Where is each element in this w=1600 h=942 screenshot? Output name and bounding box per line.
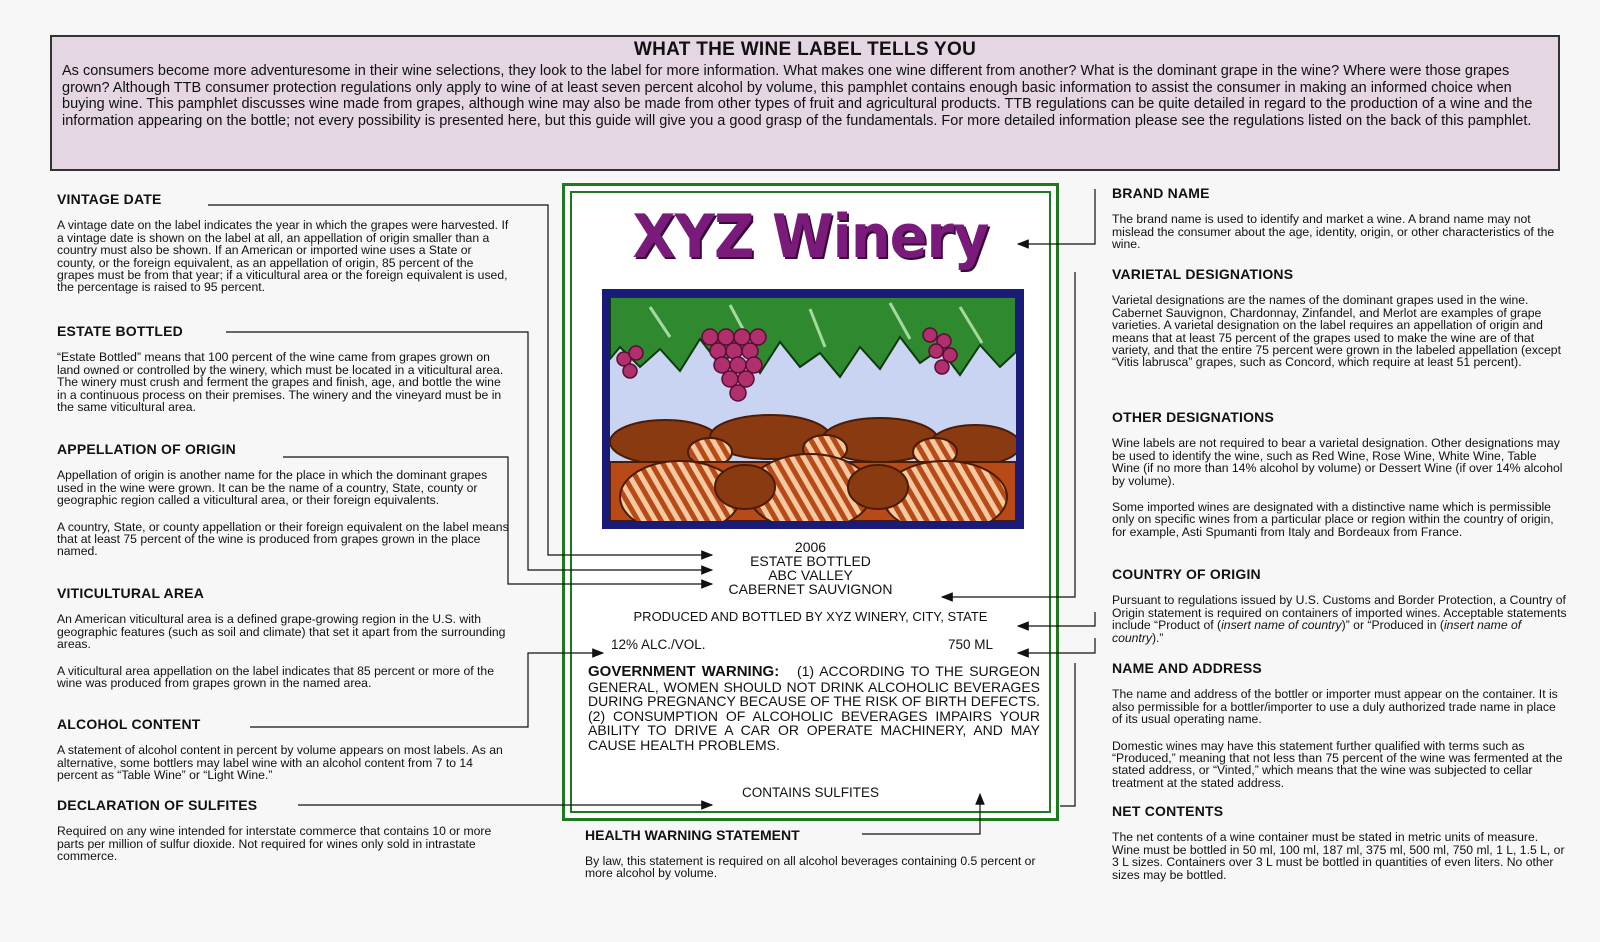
- section-title: HEALTH WARNING STATEMENT: [585, 827, 800, 843]
- section-title: VINTAGE DATE: [57, 191, 162, 207]
- section-text: “Estate Bottled” means that 100 percent of the wine came from grapes grown on land owned or controlled by the winery, which must be located in a viticultural area. The winery must crush and ferment the grapes and finish, age, and bottle the wine in a continuous process on their premises. The winery and the vineyard must be in the same viticultural area.: [57, 350, 504, 415]
- section-title: ESTATE BOTTLED: [57, 323, 183, 339]
- intro-text: As consumers become more adventuresome in their wine selections, they look to the label for more information. What makes one wine different from another? What is the dominant grape in the wine? Where were those grapes grown? Although TTB consumer protection regulations only apply to wine of at least seven percent alcohol by volume, this pamphlet contains enough basic information to assist the consumer in making an informed choice when buying wine. This pamphlet discusses wine made from grapes, although wine may also be made from other types of fruit and agricultural products. TTB regulations can be quite detailed in regard to the production of a wine and the information appearing on the bottle; not every possibility is presented here, but this guide will give you a good grasp of the fundamentals. For more detailed information please see the regulations listed on the back of this pamphlet.: [62, 63, 1533, 129]
- label-estate-bottled: ESTATE BOTTLED: [750, 553, 871, 569]
- section-text: By law, this statement is required on all alcohol beverages containing 0.5 percent or more alcohol by volume.: [585, 853, 1036, 881]
- section-text: Varietal designations are the names of the dominant grapes used in the wine. Cabernet Sauvignon, Chardonnay, Zinfandel, and Merlot are examples of grape varieties. A varietal designation on the label requires an appellation of origin and means that at least 75 percent of the grapes used to make the wine are of that variety, and that the entire 75 percent were grown in the labeled appellation (except “Vitis labrusca” grapes, such as Concord, which require at least 51 percent).: [1112, 293, 1561, 370]
- label-sulfites: CONTAINS SULFITES: [741, 785, 880, 800]
- section-text: An American viticultural area is a defined grape-growing region in the U.S. with geographic features (such as soil and climate) that set it apart from the surrounding areas.: [57, 612, 506, 652]
- label-produced-by: PRODUCED AND BOTTLED BY XYZ WINERY, CITY, STATE: [633, 609, 988, 624]
- section-text: Pursuant to regulations issued by U.S. Customs and Border Protection, a Country of Origin statement is required on containers of imported wines. Acceptable statements include “Product of (insert name of country)” or “Produced in (insert name of country).”: [1112, 593, 1567, 645]
- section-title: DECLARATION OF SULFITES: [57, 797, 258, 813]
- section-title: VITICULTURAL AREA: [57, 585, 205, 601]
- section-text: The name and address of the bottler or importer must appear on the container. It is also permissible for a bottler/importer to use a duly authorized trade name in place of its usual operating name.: [1112, 687, 1558, 727]
- section-text: Required on any wine intended for interstate commerce that contains 10 or more parts per million of sulfur dioxide. Not required for wines only sold in intrastate commerce.: [57, 824, 492, 864]
- label-appellation: ABC VALLEY: [768, 567, 853, 583]
- section-title: OTHER DESIGNATIONS: [1112, 409, 1275, 425]
- section-title: NAME AND ADDRESS: [1112, 660, 1262, 676]
- section-title: COUNTRY OF ORIGIN: [1112, 566, 1261, 582]
- label-varietal: CABERNET SAUVIGNON: [728, 581, 893, 597]
- label-vintage: 2006: [794, 539, 827, 555]
- section-text: The brand name is used to identify and market a wine. A brand name may not mislead the consumer about the age, identity, origin, or other characteristics of the wine.: [1112, 212, 1555, 252]
- section-text: Some imported wines are designated with a distinctive name which is permissible only on specific wines from a particular place or region within the country of origin, for example, Asti Spumanti from Italy and Bordeaux from France.: [1112, 500, 1554, 539]
- section-title: APPELLATION OF ORIGIN: [57, 441, 236, 457]
- brand-name: XYZ Winery: [632, 202, 989, 272]
- section-title: BRAND NAME: [1112, 185, 1210, 201]
- section-text: Domestic wines may have this statement further qualified with terms such as “Produced,” meaning that not less than 75 percent of the wine was fermented at the stated address, or “Vinted,” which means that the wine was subjected to cellar treatment at the stated address.: [1112, 738, 1563, 790]
- section-text: A vintage date on the label indicates the year in which the grapes were harvested. If a vintage date is shown on the label at all, an appellation of origin smaller than a country must also be shown. If an American or imported wine uses a State or county, or the foreign equivalent, as an appellation of origin, 85 percent of the grapes must be from that year; if a viticultural area or the foreign equivalent is used, the percentage is raised to 95 percent.: [57, 218, 509, 295]
- section-text: A viticultural area appellation on the label indicates that 85 percent or more of the wine was produced from grapes grown in the named area.: [57, 663, 494, 691]
- section-text: Wine labels are not required to bear a varietal designation. Other designations may be used to identify the wine, such as Red Wine, Rose Wine, White Wine, Table Wine (if no more than 14% alcohol by volume) or Dessert Wine (if over 14% alcohol by volume).: [1112, 436, 1563, 488]
- section-text: Appellation of origin is another name for the place in which the dominant grapes used in the wine were grown. It can be the name of a country, State, county or geographic region called a viticultural area, or their foreign equivalents.: [57, 468, 488, 508]
- section-text: A statement of alcohol content in percent by volume appears on most labels. As an alternative, some bottlers may label wine with an alcohol content from 7 to 14 percent as “Table Wine” or “Light Wine.”: [57, 743, 503, 783]
- section-title: VARIETAL DESIGNATIONS: [1112, 266, 1294, 282]
- section-title: ALCOHOL CONTENT: [57, 716, 201, 732]
- section-title: NET CONTENTS: [1112, 803, 1224, 819]
- section-text: The net contents of a wine container must be stated in metric units of measure. Wine must be bottled in 50 ml, 100 ml, 187 ml, 375 ml, 500 ml, 750 ml, 1 L, 1.5 L, or 3 L sizes. Containers over 3 L must be bottled in quantities of even liters. No other sizes may be bottled.: [1112, 830, 1565, 882]
- page-title: WHAT THE WINE LABEL TELLS YOU: [633, 39, 977, 60]
- label-volume: 750 ML: [948, 637, 994, 652]
- section-text: A country, State, or county appellation or their foreign equivalent on the label means that at least 75 percent of the wine is produced from grapes grown in the place named.: [57, 519, 509, 559]
- government-warning: GOVERNMENT WARNING: (1) ACCORDING TO THE SURGEON GENERAL, WOMEN SHOULD NOT DRINK ALCOHOLIC BEVERAGES DURING PREGNANCY BECAUSE OF THE RISK OF BIRTH DEFECTS. (2) CONSUMPTION OF ALCOHOLIC BEVERAGES IMPAIRS YOUR ABILITY TO DRIVE A CAR OR OPERATE MACHINERY, AND MAY CAUSE HEALTH PROBLEMS.: [588, 663, 1041, 753]
- label-alcohol: 12% ALC./VOL.: [611, 637, 706, 652]
